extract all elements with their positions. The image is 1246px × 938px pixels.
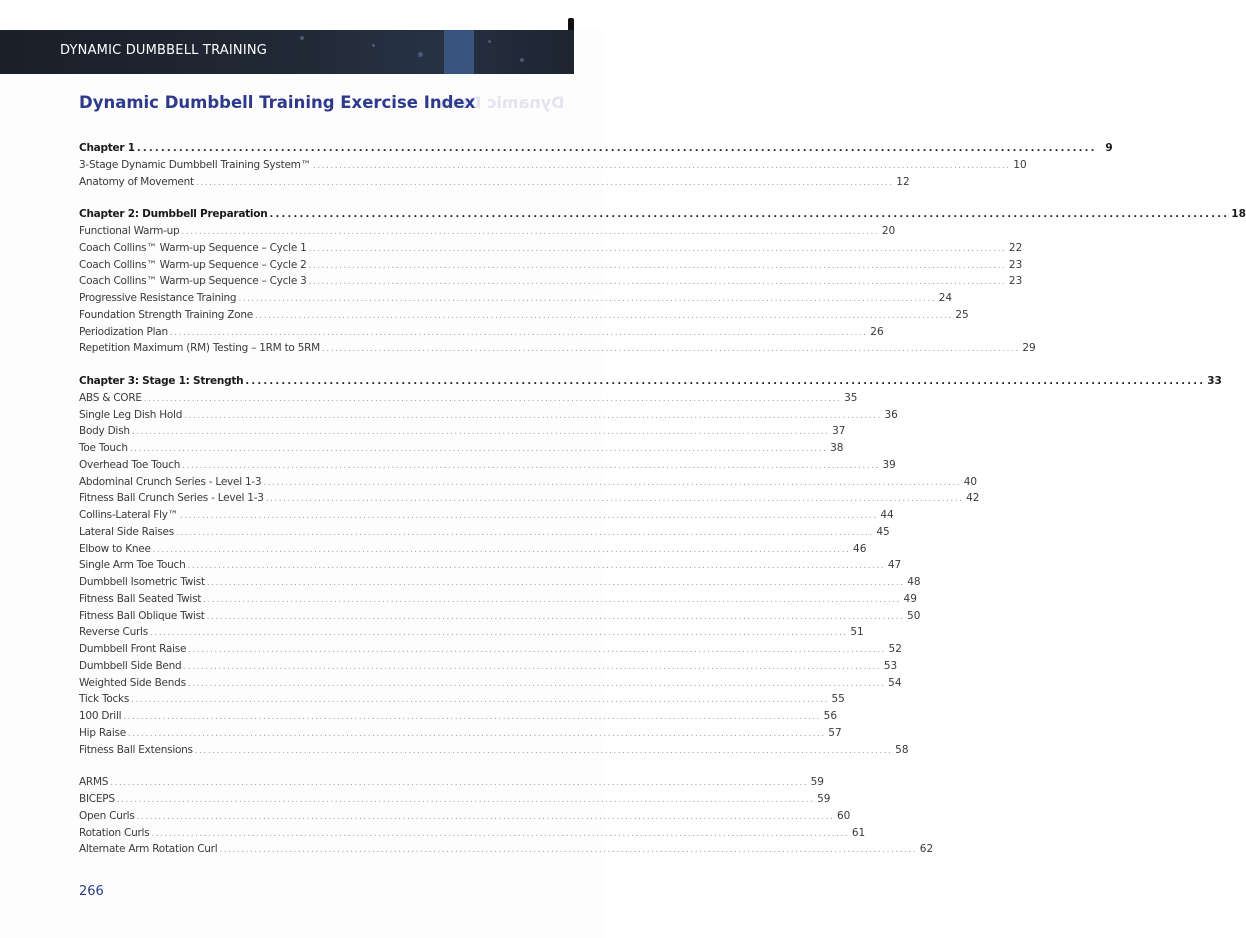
toc-entry-label: Coach Collins™ Warm-up Sequence – Cycle 1 — [79, 241, 307, 254]
toc-entry-label: Single Leg Dish Hold — [79, 408, 183, 421]
toc-entry-label: ARMS — [79, 776, 109, 789]
toc-entry-page: 25 — [955, 308, 969, 321]
dot-leader: ................................................................................................................................................................ — [183, 661, 882, 672]
dot-leader: ................................................................................................................................................................ — [269, 209, 1230, 221]
dot-leader: ................................................................................................................................................................ — [219, 845, 918, 856]
toc-entry — [79, 774, 824, 791]
dot-leader: ................................................................................................................................................................ — [203, 594, 901, 605]
toc-entry-page: 44 — [880, 509, 894, 521]
toc-entry-label: Weighted Side Bends — [79, 676, 186, 689]
dot-leader: ................................................................................................................................................................ — [179, 511, 878, 521]
show-through-title: Dynamic Dum — [440, 93, 565, 112]
toc-entry — [79, 290, 953, 307]
dot-leader: ................................................................................................................................................................ — [149, 628, 848, 639]
toc-entry — [79, 340, 1036, 357]
toc-entry-page: 59 — [810, 776, 824, 789]
dot-leader: ................................................................................................................................................................ — [194, 745, 893, 756]
dot-leader: ................................................................................................................................................................ — [195, 177, 894, 188]
toc-entry-page: 57 — [828, 726, 842, 739]
toc-entry-label: Fitness Ball Extensions — [79, 743, 193, 756]
toc-entry — [79, 624, 864, 641]
toc-entry-page: 42 — [966, 492, 980, 505]
band-decoration — [488, 40, 491, 43]
top-margin — [0, 0, 602, 30]
toc-entry — [79, 273, 1023, 290]
toc-entry — [79, 742, 909, 759]
dot-leader: ................................................................................................................................................................ — [131, 427, 830, 438]
toc-entry-label: Chapter 2: Dumbbell Preparation — [79, 208, 268, 221]
dot-leader: ................................................................................................................................................................ — [206, 578, 905, 588]
dot-leader: ................................................................................................................................................................ — [136, 811, 835, 822]
dot-leader: ................................................................................................................................................................ — [110, 778, 808, 789]
dot-leader: ................................................................................................................................................................ — [136, 143, 1097, 154]
toc-entry-page: 33 — [1207, 375, 1222, 387]
toc-entry-page: 23 — [1008, 258, 1023, 271]
toc-entry-label: Single Arm Toe Touch — [79, 559, 186, 572]
toc-entry-page: 23 — [1008, 275, 1023, 288]
dot-leader: ................................................................................................................................................................ — [123, 712, 822, 722]
toc-entry-page: 58 — [895, 743, 909, 756]
toc-entry-label: Elbow to Knee — [79, 542, 151, 555]
toc-entry-page: 36 — [884, 408, 898, 421]
toc-entry-page: 18 — [1231, 208, 1246, 221]
toc-entry-page: 37 — [832, 425, 846, 438]
running-head-band — [0, 30, 574, 74]
toc-entry — [79, 725, 842, 742]
dot-leader: ................................................................................................................................................................ — [238, 294, 937, 304]
band-decoration — [300, 36, 304, 40]
toc-entry-page: 50 — [907, 609, 921, 622]
toc-entry-label: Dumbbell Isometric Twist — [79, 576, 205, 588]
dot-leader: ................................................................................................................................................................ — [151, 828, 850, 839]
toc-entry — [79, 808, 851, 825]
toc-entry-label: Overhead Toe Touch — [79, 458, 181, 471]
dot-leader: ................................................................................................................................................................ — [187, 561, 886, 572]
toc-entry-page: 54 — [888, 676, 902, 689]
toc-chapter-heading — [79, 373, 1222, 390]
band-decoration — [418, 52, 423, 57]
toc-entry — [79, 474, 978, 491]
toc-entry — [79, 257, 1023, 274]
toc-entry — [79, 157, 1027, 174]
toc-entry-label: Toe Touch — [79, 442, 128, 454]
toc-entry-label: Chapter 3: Stage 1: Strength — [79, 375, 244, 387]
toc-entry-label: Anatomy of Movement — [79, 175, 194, 188]
toc-entry-label: Tick Tocks — [79, 693, 130, 706]
toc-entry — [79, 423, 846, 440]
toc-entry-page: 20 — [881, 225, 896, 237]
toc-entry — [79, 174, 910, 191]
dot-leader: ................................................................................................................................................................ — [116, 795, 815, 805]
toc-entry — [79, 307, 969, 324]
toc-entry-page: 56 — [823, 710, 838, 722]
toc-entry-label: Fitness Ball Crunch Series - Level 1-3 — [79, 492, 264, 505]
toc-entry — [79, 507, 894, 524]
toc-chapter-heading — [79, 140, 1113, 157]
dot-leader: ................................................................................................................................................................ — [187, 678, 886, 689]
toc-entry-page: 24 — [938, 292, 953, 304]
dot-leader: ................................................................................................................................................................ — [308, 260, 1007, 271]
running-head: DYNAMIC DUMBBELL TRAINING — [60, 43, 268, 58]
toc-entry — [79, 223, 896, 240]
toc-entry-page: 40 — [963, 475, 978, 488]
toc-entry-label: Collins-Lateral Fly™ — [79, 509, 178, 521]
dot-leader: ................................................................................................................................................................ — [184, 410, 882, 421]
dot-leader: ................................................................................................................................................................ — [254, 310, 953, 321]
toc-entry-label: BICEPS — [79, 793, 115, 805]
dot-leader: ................................................................................................................................................................ — [143, 393, 842, 404]
band-decoration — [372, 44, 375, 47]
dot-leader: ................................................................................................................................................................ — [308, 243, 1007, 254]
toc-entry-label: Abdominal Crunch Series - Level 1-3 — [79, 475, 262, 488]
toc-entry — [79, 691, 845, 708]
dot-leader: ................................................................................................................................................................ — [129, 444, 828, 454]
page-title: Dynamic Dumbbell Training Exercise Index — [79, 93, 476, 112]
toc-entry-page: 47 — [887, 559, 902, 572]
band-decoration — [520, 58, 524, 62]
band-accent — [444, 30, 474, 74]
toc-entry-label: Functional Warm-up — [79, 225, 180, 237]
toc-entry-page: 12 — [896, 175, 910, 188]
toc-entry-label: Open Curls — [79, 809, 135, 822]
toc-entry-label: 100 Drill — [79, 710, 122, 722]
toc-entry-label: Coach Collins™ Warm-up Sequence – Cycle 3 — [79, 275, 307, 288]
toc-entry — [79, 324, 884, 341]
toc-entry-label: 3-Stage Dynamic Dumbbell Training System™ — [79, 158, 311, 171]
toc-entry-label: ABS & CORE — [79, 391, 142, 404]
toc-entry-label: Fitness Ball Oblique Twist — [79, 609, 205, 622]
toc-entry — [79, 457, 896, 474]
toc-entry-page: 49 — [903, 592, 917, 605]
dot-leader: ................................................................................................................................................................ — [127, 728, 826, 739]
dot-leader: ................................................................................................................................................................ — [169, 327, 868, 338]
toc-entry — [79, 658, 898, 675]
exercise-index-list — [79, 140, 1246, 858]
page-number: 266 — [79, 884, 104, 899]
toc-entry-page: 39 — [882, 458, 896, 471]
toc-entry-page: 10 — [1013, 158, 1027, 171]
toc-entry-label: Hip Raise — [79, 726, 126, 739]
toc-entry-label: Reverse Curls — [79, 626, 148, 639]
dot-leader: ................................................................................................................................................................ — [263, 477, 962, 488]
toc-chapter-heading — [79, 206, 1246, 223]
toc-entry-label: Alternate Arm Rotation Curl — [79, 843, 218, 856]
toc-entry-label: Fitness Ball Seated Twist — [79, 592, 202, 605]
toc-entry-label: Progressive Resistance Training — [79, 292, 237, 304]
dot-leader: ................................................................................................................................................................ — [181, 227, 880, 237]
toc-entry-page: 61 — [851, 826, 866, 839]
toc-entry-label: Foundation Strength Training Zone — [79, 308, 253, 321]
dot-leader: ................................................................................................................................................................ — [206, 611, 905, 622]
dot-leader: ................................................................................................................................................................ — [312, 160, 1011, 171]
toc-entry-label: Rotation Curls — [79, 826, 150, 839]
toc-entry — [79, 557, 902, 574]
toc-entry-page: 51 — [850, 626, 864, 639]
toc-entry-page: 48 — [907, 576, 921, 588]
toc-entry — [79, 675, 902, 692]
toc-entry — [79, 641, 902, 658]
toc-entry-label: Lateral Side Raises — [79, 525, 174, 538]
dot-leader: ................................................................................................................................................................ — [152, 544, 851, 555]
dot-leader: ................................................................................................................................................................ — [175, 527, 874, 538]
dot-leader: ................................................................................................................................................................ — [245, 376, 1206, 387]
toc-entry-page: 26 — [870, 325, 884, 338]
toc-entry-page: 62 — [919, 843, 934, 856]
toc-entry-page: 45 — [876, 525, 890, 538]
toc-entry-page: 35 — [844, 391, 858, 404]
dot-leader: ................................................................................................................................................................ — [265, 494, 964, 505]
toc-entry — [79, 440, 844, 457]
dot-leader: ................................................................................................................................................................ — [182, 460, 880, 471]
toc-entry-label: Periodization Plan — [79, 325, 168, 338]
toc-entry-label: Chapter 1 — [79, 142, 135, 154]
toc-entry-page: 55 — [831, 693, 845, 706]
toc-entry-page: 53 — [883, 659, 898, 672]
toc-entry — [79, 708, 838, 725]
dot-leader: ................................................................................................................................................................ — [308, 277, 1007, 288]
toc-entry — [79, 574, 921, 591]
toc-entry-page: 59 — [817, 793, 831, 805]
toc-entry-page: 9 — [1105, 142, 1113, 154]
toc-entry — [79, 541, 867, 558]
toc-entry-page: 22 — [1008, 241, 1023, 254]
toc-entry-label: Body Dish — [79, 425, 130, 438]
toc-entry — [79, 407, 898, 424]
dot-leader: ................................................................................................................................................................ — [321, 344, 1020, 355]
toc-entry-page: 29 — [1022, 342, 1036, 355]
toc-entry-page: 60 — [836, 809, 851, 822]
toc-entry — [79, 825, 866, 842]
toc-entry — [79, 490, 980, 507]
toc-entry-page: 38 — [830, 442, 844, 454]
toc-entry — [79, 841, 934, 858]
toc-entry — [79, 390, 858, 407]
toc-entry — [79, 791, 831, 808]
toc-entry-label: Dumbbell Side Bend — [79, 659, 182, 672]
toc-entry-label: Repetition Maximum (RM) Testing – 1RM to 5RM — [79, 342, 320, 355]
toc-entry — [79, 608, 921, 625]
dot-leader: ................................................................................................................................................................ — [131, 695, 829, 706]
toc-entry — [79, 524, 890, 541]
toc-entry-page: 46 — [853, 542, 867, 555]
dot-leader: ................................................................................................................................................................ — [188, 645, 886, 655]
toc-entry-label: Coach Collins™ Warm-up Sequence – Cycle 2 — [79, 258, 307, 271]
toc-entry-page: 52 — [888, 643, 902, 655]
toc-entry — [79, 240, 1023, 257]
toc-entry-label: Dumbbell Front Raise — [79, 643, 187, 655]
toc-entry — [79, 591, 917, 608]
